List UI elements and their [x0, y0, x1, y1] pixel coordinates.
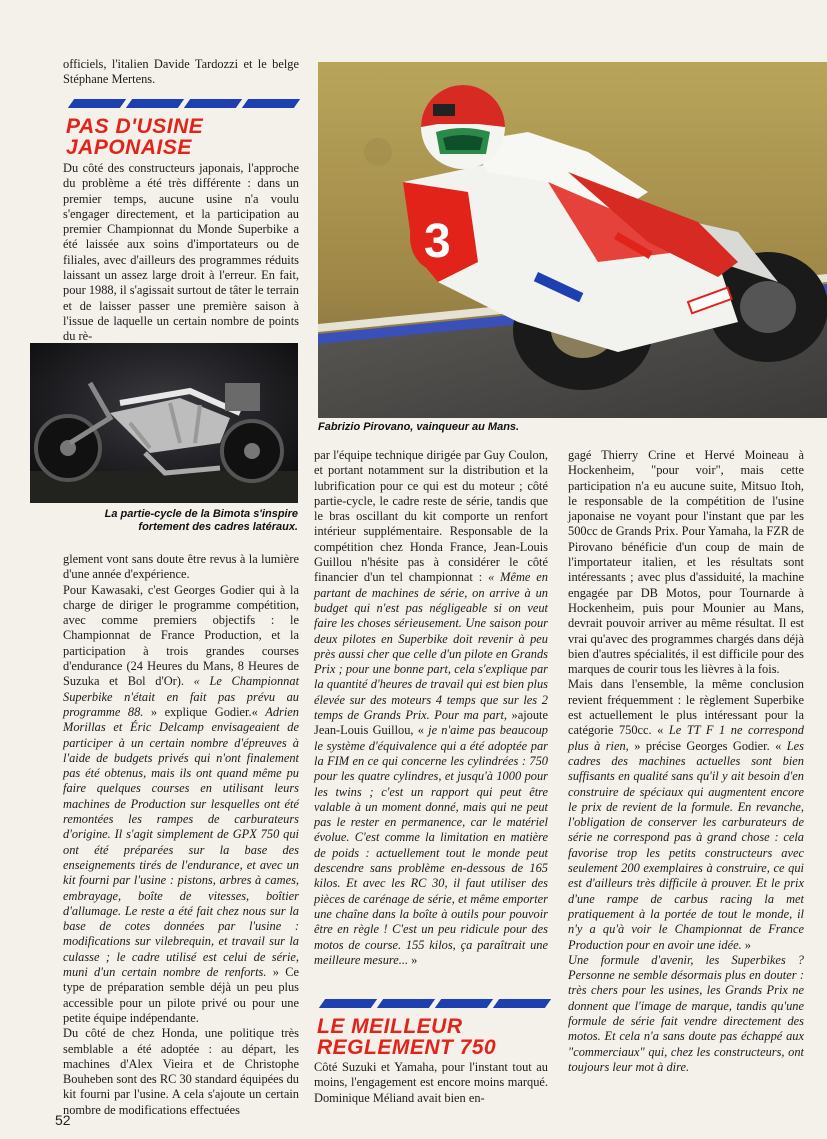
page-number: 52: [55, 1112, 71, 1128]
paragraph: Du côté des constructeurs japonais, l'approche du problème a été très différente : dans un premier temps, aucune usine n'a voulu s'engager directement, et la participation au premier Championnat du Monde Superbike a été laissée aux soins d'importateurs ou de filiales, avec d'ailleurs des programmes réduits laissant un assez large droit à l'erreur. En fait, pour 1988, il s'agissait surtout de tâter le terrain et de laisser passer une première saison à l'issue de laquelle un certain nombre de points du rè-: [63, 161, 299, 344]
text-run: Pour Kawasaki, c'est Georges Godier qui à la charge de diriger le programme compétition, avec comme premiers objectifs : le Championnat de France Production, et la participation à trois grandes courses d'endurance (24 Heures du Mans, 8 Heures de Suzuka et Bol d'Or).: [63, 582, 299, 689]
section-divider-stripes: [65, 99, 297, 108]
section-heading-pas-dusine: [66, 116, 203, 158]
top-intro: [63, 57, 299, 88]
section-divider-stripes: [316, 999, 546, 1008]
col2-text: [314, 448, 548, 968]
text-run: » explique Godier.«: [150, 704, 266, 719]
quote-run: Le TT F 1 ne correspond plus à rien,: [568, 723, 804, 753]
caption-line: La partie-cycle de la Bimota s'inspire: [104, 508, 298, 520]
heading-line: JAPONAISE: [66, 136, 192, 159]
paragraph: Du côté de chez Honda, une politique très semblable a été adoptée : au départ, les machines d'Alex Vieira et de Christophe Bouheben sont des RC 30 standard équipées du kit fourni par l'usine. A cela s'ajoute un certain nombre de modifications effectuées: [63, 1026, 299, 1117]
col3-text: [568, 448, 804, 1075]
quote-run: « Le Championnat Superbike n'était en fait pas prévu au programme 88.: [63, 674, 300, 719]
section2-body: [314, 1060, 548, 1106]
caption-line: fortement des cadres latéraux.: [138, 521, 298, 533]
paragraph-conclusion: [568, 677, 804, 952]
paragraph: Une formule d'avenir, les Superbikes ? Personne ne semble désormais plus en douter : très chers pour les usines, les Grands Prix ne donnent que l'image de marque, tandis qu'une formule de série fait vendre directement des motos. Et cela n'a sans doute pas échappé aux "commerciaux" qui, chez les constructeurs, ont toujours leur mot à dire.: [568, 952, 804, 1074]
main-racing-photo: [318, 62, 827, 418]
heading-line: PAS D'USINE: [66, 115, 204, 138]
col1-lower-text: [63, 552, 299, 1118]
text-run: » Ce type de préparation semble déjà un peu plus accessible pour un pilote privé ou pour une petite équipe indépendante.: [63, 965, 300, 1025]
paragraph-honda: [314, 448, 548, 968]
paragraph-kawasaki: [63, 583, 299, 1027]
bike-number: 3: [424, 215, 451, 268]
text-run: par l'équipe technique dirigée par Guy Coulon, et portant notamment sur la distribution et la lubrification pour ce qui est du moteur ; côté partie-cycle, le cadre reste de série, tandis que le bras oscillant du kit comporte un renfort intérieur supplémentaire. Responsable de la compétition chez Honda France, Jean-Louis Guillou n'hésite pas à considérer le côté financier d'un tel championnat :: [314, 448, 548, 585]
racing-photo-illustration: [318, 62, 827, 418]
quote-run: Les cadres des machines actuelles sont bien suffisants en qualité sans qu'il y ait besoin d'en construire de spéciaux qui augmentent encore le prix de revient de la formule. En revanche, l'obligation de conserver les carburateurs de série ne correspond pas à grand chose : cela favorise trop les petits constructeurs avec seulement 200 exemplaires à construire, ce qui est d'ailleurs très difficile à prouver. Et le prix d'une rampe de carbus racing la met pratiquement à la portée de tout le monde, il n'y a qu'à voir le Championnat de France Production pour en avoir une idée.: [568, 738, 804, 952]
heading-line: REGLEMENT 750: [317, 1036, 497, 1059]
paragraph: Côté Suzuki et Yamaha, pour l'instant tout au moins, l'engagement est encore moins marqué. Dominique Méliand avait bien en-: [314, 1060, 548, 1105]
top-intro-text: officiels, l'italien Davide Tardozzi et le belge Stéphane Mertens.: [63, 57, 299, 87]
text-run: » précise Georges Godier. «: [634, 738, 787, 753]
text-run: »: [744, 937, 751, 952]
text-run: »: [411, 952, 418, 967]
quote-run: « Même en partant de machines de série, on arrive à un budget qui n'est pas négligeable si on veut faire les choses sérieusement. Une saison pour deux pilotes en Superbike doit revenir à peu près aussi cher que celle d'un pilote en Grands Prix ; pour une bonne part, cela s'explique par la quantité d'heures de travail qui est bien plus élevée sur des moteurs 4 temps que sur les 2 temps de Grands Prix. Pour ma part,: [314, 570, 548, 723]
heading-line: LE MEILLEUR: [317, 1015, 463, 1038]
bimota-photo-caption: [30, 508, 298, 534]
bimota-frame-photo: [30, 343, 298, 503]
quote-run: je n'aime pas beaucoup le système d'équivalence qui a été adoptée par la FIM en ce qui concerne les cylindrées : 750 pour les quatre cylindres, et jusqu'à 1000 pour les twins ; c'est un rapport qui peut être valable à un moment donné, mais qui ne peut pas le rester en permanence, car le matériel évolue. C'est comme la limitation en matière de poids : actuellement tout le monde peut descendre sans problème en-dessous de 165 kilos. Et avec les RC 30, il faut utiliser des pièces de carénage de série, et même emporter une chaîne dans la boîte à outils pour pouvoir être en règle ! C'est un peu ridicule pour des motos de course. 155 kilos, ça paraîtrait une meilleure mesure...: [314, 723, 548, 967]
text-run: Mais dans l'ensemble, la même conclusion revient fréquemment : le règlement Superbike est actuellement le plus intéressant pour la catégorie 750cc. «: [568, 677, 804, 738]
paragraph: gagé Thierry Crine et Hervé Moineau à Hockenheim, "pour voir", mais cette participation n'a eu aucune suite, Mitsuo Itoh, le responsable de la compétition de l'usine japonaise ne voyant pour l'instant que par les 500cc de Grands Prix. Pour Yamaha, la FZR de Pirovano bénéficie d'un coup de main de l'importateur italien, et les résultats sont intéressants ; avec plus d'assiduité, la machine engagée par DB Motos, pour Tournarde à Hockenheim, puis pour Mounier au Mans, devrait pouvoir arriver au même résultat. Il est vrai qu'avec des programmes chargés dans déjà bien d'autres spécialités, il est difficile pour des marques de courir tous les lièvres à la fois.: [568, 448, 804, 677]
main-photo-caption: Fabrizio Pirovano, vainqueur au Mans.: [318, 421, 520, 433]
quote-run: Adrien Morillas et Éric Delcamp envisageaient de participer à un certain nombre d'épreuves à l'aide de budgets privés qui n'ont finalement pas été obtenus, mais ils ont quand même pu faire quelques courses en utilisant leurs machines de Production sur lesquelles ont été remontées les rampes de carburateurs d'origine. Il s'agit simplement de GPX 750 qui ont été préparées sur la base des enseignements tirés de l'endurance, et avec un kit fourni par l'usine : pistons, arbres à cames, embrayage, boîte de vitesses, boîtier d'allumage. Le reste a été fait chez nous sur la base de cotes données par l'usine : modifications sur vilebrequin, et travail sur la culasse ; le cadre utilisé est celui de série, muni d'un certain nombre de renforts.: [63, 704, 300, 980]
section1-body: [63, 161, 299, 345]
section-heading-le-meilleur: [317, 1016, 496, 1058]
paragraph: glement vont sans doute être revus à la lumière d'une année d'expérience.: [63, 552, 299, 582]
text-run: »ajoute Jean-Louis Guillou, «: [314, 708, 548, 738]
bimota-photo-illustration: [30, 343, 298, 503]
